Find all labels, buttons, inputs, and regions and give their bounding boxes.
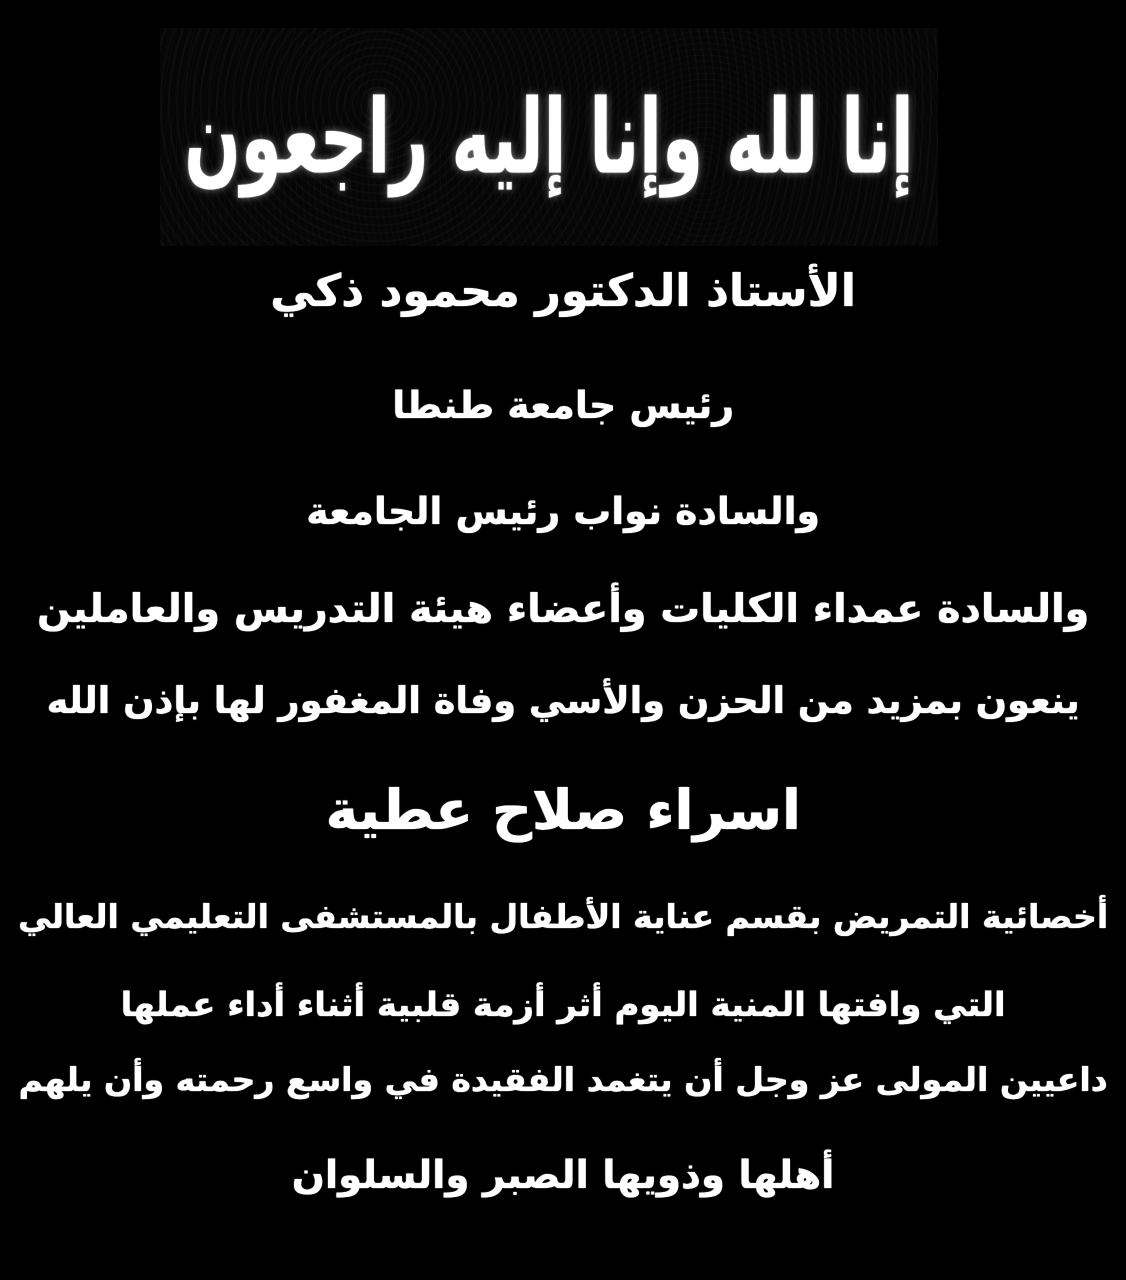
- calligraphy-banner: [160, 28, 938, 246]
- vice-presidents-line: والسادة نواب رئيس الجامعة: [306, 489, 820, 533]
- deceased-name: اسراء صلاح عطية: [325, 779, 801, 843]
- deans-faculty-staff-line: والسادة عمداء الكليات وأعضاء هيئة التدريس والعاملين: [36, 586, 1090, 632]
- prayer-line-1: داعيين المولى عز وجل أن يتغمد الفقيدة في واسع رحمته وأن يلهم: [18, 1060, 1108, 1099]
- deceased-job-title-line: أخصائية التمريض بقسم عناية الأطفال بالمستشفى التعليمي العالي: [17, 897, 1109, 936]
- inna-lillahi-calligraphy-text: إنا لله وإنا إليه راجعون: [184, 76, 914, 198]
- mourning-announcement-line: ينعون بمزيد من الحزن والأسي وفاة المغفور لها بإذن الله: [46, 679, 1080, 722]
- president-title-line: رئيس جامعة طنطا: [392, 383, 734, 427]
- death-cause-line: التي وافتها المنية اليوم أثر أزمة قلبية أثناء أداء عملها: [120, 985, 1006, 1024]
- prayer-line-2: أهلها وذويها الصبر والسلوان: [291, 1153, 835, 1198]
- university-president-name: الأستاذ الدكتور محمود ذكي: [270, 266, 856, 317]
